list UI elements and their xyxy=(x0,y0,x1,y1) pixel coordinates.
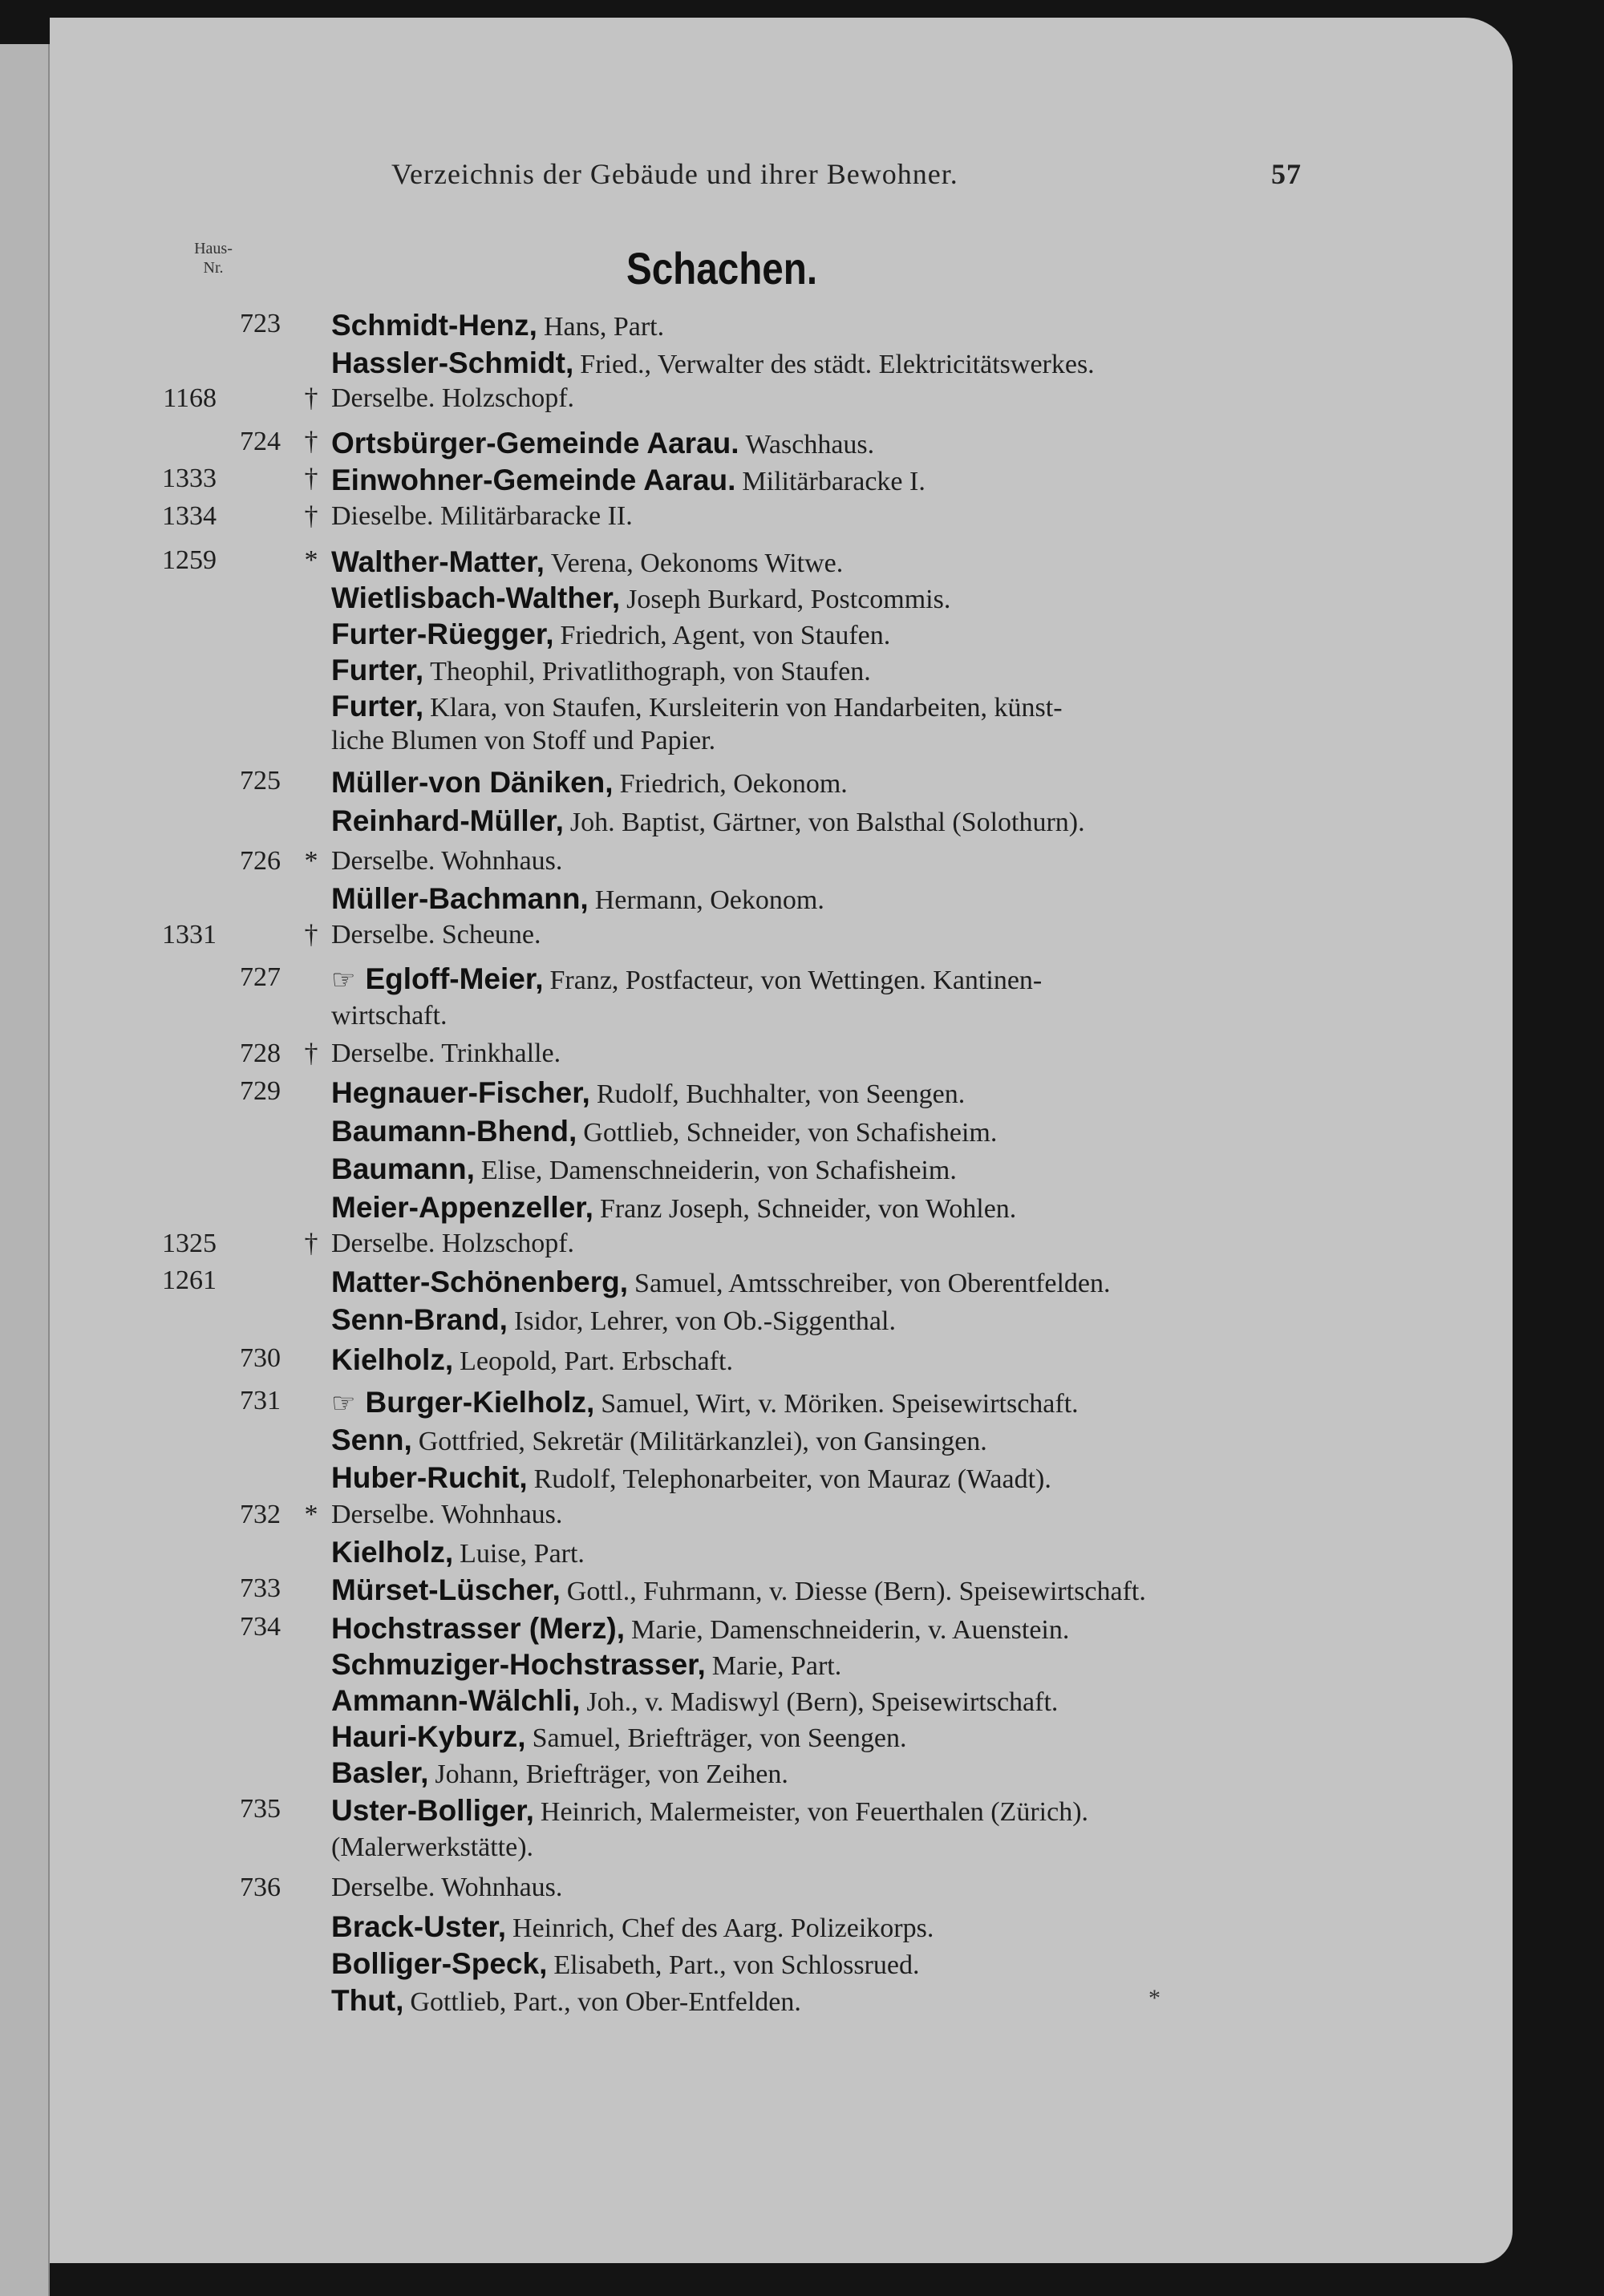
entry-row xyxy=(0,1573,1604,1610)
resident-details: Friedrich, Oekonom. xyxy=(619,769,848,799)
entry-body xyxy=(331,383,574,414)
resident-details: Heinrich, Chef des Aarg. Polizeikorps. xyxy=(512,1913,934,1943)
entry-body xyxy=(331,346,1095,380)
resident-name: Huber-Ruchit, xyxy=(331,1461,528,1494)
house-number: 730 xyxy=(240,1343,281,1373)
resident-name: Ammann-Wälchli, xyxy=(331,1684,581,1717)
entry-row xyxy=(0,1001,1604,1038)
entry-body xyxy=(331,1039,561,1069)
entry-row xyxy=(0,654,1604,690)
resident-details: Derselbe. Wohnhaus. xyxy=(331,1500,563,1529)
entry-body xyxy=(331,1152,957,1186)
house-number: 723 xyxy=(240,309,281,338)
house-number: 725 xyxy=(240,766,281,796)
entry-row xyxy=(0,1720,1604,1757)
entry-row xyxy=(0,1229,1604,1265)
house-number: 727 xyxy=(240,962,281,992)
page-number: 57 xyxy=(1271,158,1302,190)
resident-name: Kielholz, xyxy=(331,1536,454,1569)
entry-body xyxy=(331,1873,562,1903)
resident-details: Gottlieb, Schneider, von Schafisheim. xyxy=(583,1118,998,1148)
resident-name: Ortsbürger-Gemeinde Aarau. xyxy=(331,427,739,460)
resident-name: Baumann-Bhend, xyxy=(331,1115,577,1148)
entry-body xyxy=(331,654,871,687)
house-number: 724 xyxy=(240,427,281,456)
resident-name: Bolliger-Speck, xyxy=(331,1947,548,1980)
entry-body xyxy=(331,846,562,877)
resident-name: Senn-Brand, xyxy=(331,1303,508,1336)
house-number: 1168 xyxy=(163,383,217,413)
entry-body xyxy=(331,581,950,615)
entry-row xyxy=(0,581,1604,618)
resident-details: Rudolf, Buchhalter, von Seengen. xyxy=(596,1079,966,1109)
house-number: 733 xyxy=(240,1573,281,1603)
entry-body xyxy=(331,309,664,342)
column-header-haus-nr: Haus- Nr. xyxy=(194,240,233,277)
house-number: 1325 xyxy=(162,1229,217,1258)
entry-body xyxy=(331,1684,1058,1718)
entry-row xyxy=(0,1794,1604,1831)
resident-name: Hochstrasser (Merz), xyxy=(331,1612,626,1645)
entry-body xyxy=(331,1500,562,1530)
resident-details: Derselbe. Wohnhaus. xyxy=(331,846,563,876)
entry-body xyxy=(331,766,848,800)
entry-row xyxy=(0,427,1604,464)
asterisk-mark: * xyxy=(304,846,318,876)
entry-body xyxy=(331,1612,1069,1646)
entry-row xyxy=(0,383,1604,420)
entry-body xyxy=(331,1984,801,2018)
resident-details: Marie, Part. xyxy=(711,1651,842,1681)
house-number: 1333 xyxy=(162,464,217,493)
resident-details: Derselbe. Wohnhaus. xyxy=(331,1873,563,1902)
entry-body xyxy=(331,1536,585,1569)
resident-name: Egloff-Meier, xyxy=(365,962,544,995)
resident-details: Isidor, Lehrer, von Ob.-Siggenthal. xyxy=(513,1306,896,1336)
resident-details: Johann, Briefträger, von Zeihen. xyxy=(435,1759,788,1789)
resident-name: Meier-Appenzeller, xyxy=(331,1191,593,1224)
entry-body xyxy=(331,1756,788,1790)
entry-row xyxy=(0,545,1604,582)
resident-name: Furter, xyxy=(331,654,424,686)
entry-body xyxy=(331,501,633,532)
entry-body xyxy=(331,1910,934,1944)
entry-body xyxy=(331,1265,1111,1299)
resident-name: Thut, xyxy=(331,1984,404,2017)
entry-row xyxy=(0,1536,1604,1573)
entry-body xyxy=(331,1229,574,1259)
entry-body xyxy=(331,1648,841,1682)
dagger-mark: † xyxy=(304,501,318,531)
resident-name: Senn, xyxy=(331,1423,412,1456)
resident-details: Rudolf, Telephonarbeiter, von Mauraz (Waadt). xyxy=(533,1464,1051,1494)
house-number: 1331 xyxy=(162,920,217,950)
entry-row xyxy=(0,1303,1604,1340)
resident-name: Uster-Bolliger, xyxy=(331,1794,534,1827)
entry-row xyxy=(0,1832,1604,1869)
resident-name: Burger-Kielholz, xyxy=(365,1386,595,1419)
resident-name: Furter, xyxy=(331,690,424,723)
pointing-hand-icon: ☞ xyxy=(331,966,356,995)
running-header xyxy=(0,157,1604,192)
entry-row xyxy=(0,618,1604,654)
resident-details: Samuel, Briefträger, von Seengen. xyxy=(532,1723,907,1753)
resident-name: Müller-Bachmann, xyxy=(331,882,589,915)
resident-name: Baumann, xyxy=(331,1152,475,1185)
resident-name: Schmuziger-Hochstrasser, xyxy=(331,1648,706,1681)
resident-details: Samuel, Wirt, v. Möriken. Speisewirtschaft. xyxy=(601,1389,1079,1419)
entry-row xyxy=(0,501,1604,538)
entry-row xyxy=(0,346,1604,383)
entry-body xyxy=(331,1191,1016,1225)
house-number: 1261 xyxy=(162,1265,217,1295)
entry-row xyxy=(0,1343,1604,1380)
house-number: 729 xyxy=(240,1076,281,1106)
entry-row xyxy=(0,1612,1604,1649)
resident-details: Gottfried, Sekretär (Militärkanzlei), von Gansingen. xyxy=(418,1427,987,1456)
entry-row xyxy=(0,1756,1604,1793)
entry-body xyxy=(331,920,541,950)
resident-details: Marie, Damenschneiderin, v. Auenstein. xyxy=(631,1615,1070,1645)
section-title: Schachen. xyxy=(626,243,818,294)
asterisk-mark: * xyxy=(304,1500,318,1529)
header-title: Verzeichnis der Gebäude und ihrer Bewohner. xyxy=(391,158,958,190)
resident-details: Dieselbe. Militärbaracke II. xyxy=(331,501,633,531)
dagger-mark: † xyxy=(304,920,318,950)
resident-name: Schmidt-Henz, xyxy=(331,309,537,342)
resident-details: Derselbe. Holzschopf. xyxy=(331,383,575,413)
resident-name: Kielholz, xyxy=(331,1343,454,1376)
resident-name: Hassler-Schmidt, xyxy=(331,346,574,379)
entry-body xyxy=(331,1947,919,1981)
entry-continuation: wirtschaft. xyxy=(331,1001,448,1031)
resident-details: Derselbe. Holzschopf. xyxy=(331,1229,575,1258)
resident-details: Samuel, Amtsschreiber, von Oberentfelden. xyxy=(634,1269,1111,1298)
house-number: 735 xyxy=(240,1794,281,1824)
entry-body xyxy=(331,1386,1079,1419)
resident-details: Klara, von Staufen, Kursleiterin von Handarbeiten, künst- xyxy=(430,693,1063,723)
resident-details: Theophil, Privatlithograph, von Staufen. xyxy=(430,657,871,686)
entry-row xyxy=(0,1648,1604,1685)
entry-row xyxy=(0,920,1604,957)
entry-body xyxy=(331,690,1063,723)
house-number: 736 xyxy=(240,1873,281,1902)
resident-name: Wietlisbach-Walther, xyxy=(331,581,621,614)
resident-details: Hans, Part. xyxy=(543,312,665,342)
resident-details: Derselbe. Scheune. xyxy=(331,920,541,950)
house-number: 731 xyxy=(240,1386,281,1415)
entry-row xyxy=(0,1265,1604,1302)
resident-name: Basler, xyxy=(331,1756,429,1789)
resident-details: Franz, Postfacteur, von Wettingen. Kantinen- xyxy=(549,966,1043,995)
resident-details: Verena, Oekonoms Witwe. xyxy=(550,549,844,578)
resident-details: Elise, Damenschneiderin, von Schafisheim. xyxy=(480,1156,957,1185)
entry-row xyxy=(0,1873,1604,1909)
entry-row xyxy=(0,882,1604,919)
resident-name: Furter-Rüegger, xyxy=(331,618,554,650)
entry-body xyxy=(331,962,1042,996)
entry-row xyxy=(0,1039,1604,1075)
entry-row xyxy=(0,846,1604,883)
resident-details: Friedrich, Agent, von Staufen. xyxy=(560,621,891,650)
entry-row xyxy=(0,804,1604,841)
entry-row xyxy=(0,962,1604,999)
house-number: 734 xyxy=(240,1612,281,1642)
asterisk-mark: * xyxy=(304,545,318,575)
resident-details: Leopold, Part. Erbschaft. xyxy=(460,1346,733,1376)
resident-details: Militärbaracke I. xyxy=(742,467,926,496)
entry-body xyxy=(331,1794,1088,1828)
entry-body xyxy=(331,464,926,497)
dagger-mark: † xyxy=(304,1039,318,1068)
entry-row xyxy=(0,690,1604,727)
entry-body xyxy=(331,545,843,579)
entry-body xyxy=(331,1303,896,1337)
entry-body xyxy=(331,1573,1146,1607)
resident-name: Hegnauer-Fischer, xyxy=(331,1076,590,1109)
house-number: 732 xyxy=(240,1500,281,1529)
resident-details: Joseph Burkard, Postcommis. xyxy=(626,585,951,614)
entry-row xyxy=(0,1684,1604,1721)
house-number: 1259 xyxy=(162,545,217,575)
pointing-hand-icon: ☞ xyxy=(331,1389,356,1419)
resident-details: Waschhaus. xyxy=(745,430,875,460)
entry-row xyxy=(0,1191,1604,1228)
resident-details: Luise, Part. xyxy=(460,1539,585,1569)
resident-details: Gottl., Fuhrmann, v. Diesse (Bern). Speisewirtschaft. xyxy=(566,1577,1146,1606)
entry-row xyxy=(0,1115,1604,1152)
entry-body xyxy=(331,1343,733,1377)
dagger-mark: † xyxy=(304,1229,318,1258)
resident-details: Fried., Verwalter des städt. Elektricitätswerkes. xyxy=(580,350,1095,379)
resident-name: Matter-Schönenberg, xyxy=(331,1265,629,1298)
entry-body xyxy=(331,882,824,916)
entry-row xyxy=(0,1984,1604,2021)
resident-name: Walther-Matter, xyxy=(331,545,545,578)
dagger-mark: † xyxy=(304,464,318,493)
entry-body xyxy=(331,1115,997,1148)
entry-body xyxy=(331,1720,907,1754)
resident-details: Heinrich, Malermeister, von Feuerthalen (Zürich). xyxy=(540,1797,1089,1827)
house-number: 726 xyxy=(240,846,281,876)
entry-row xyxy=(0,726,1604,763)
entry-row xyxy=(0,464,1604,500)
resident-details: Elisabeth, Part., von Schlossrued. xyxy=(553,1950,920,1980)
resident-name: Hauri-Kyburz, xyxy=(331,1720,526,1753)
resident-name: Einwohner-Gemeinde Aarau. xyxy=(331,464,736,496)
dagger-mark: † xyxy=(304,383,318,413)
resident-details: Joh. Baptist, Gärtner, von Balsthal (Solothurn). xyxy=(569,808,1085,837)
entry-body xyxy=(331,427,874,460)
resident-details: Gottlieb, Part., von Ober-Entfelden. xyxy=(410,1987,801,2017)
entry-row xyxy=(0,1423,1604,1460)
entry-body xyxy=(331,804,1085,838)
resident-details: Franz Joseph, Schneider, von Wohlen. xyxy=(599,1194,1017,1224)
entry-body xyxy=(331,618,890,651)
house-number: 1334 xyxy=(162,501,217,531)
entry-row xyxy=(0,1461,1604,1498)
entry-row xyxy=(0,1386,1604,1423)
dagger-mark: † xyxy=(304,427,318,456)
entry-row xyxy=(0,1500,1604,1537)
resident-details: Hermann, Oekonom. xyxy=(594,885,824,915)
entry-body xyxy=(331,1423,987,1457)
resident-name: Mürset-Lüscher, xyxy=(331,1573,561,1606)
footer-mark: * xyxy=(1148,1985,1160,2011)
house-number: 728 xyxy=(240,1039,281,1068)
entry-row xyxy=(0,309,1604,346)
entry-row xyxy=(0,1152,1604,1189)
resident-details: Joh., v. Madiswyl (Bern), Speisewirtschaft. xyxy=(586,1687,1059,1717)
entry-continuation: (Malerwerkstätte). xyxy=(331,1832,534,1862)
entry-row xyxy=(0,766,1604,803)
entry-row xyxy=(0,1910,1604,1947)
entry-body xyxy=(331,1076,965,1110)
resident-details: Derselbe. Trinkhalle. xyxy=(331,1039,561,1068)
entry-body xyxy=(331,1461,1051,1495)
resident-name: Brack-Uster, xyxy=(331,1910,507,1943)
entry-continuation: liche Blumen von Stoff und Papier. xyxy=(331,726,716,755)
resident-name: Müller-von Däniken, xyxy=(331,766,614,799)
entry-row xyxy=(0,1947,1604,1984)
entry-row xyxy=(0,1076,1604,1113)
resident-name: Reinhard-Müller, xyxy=(331,804,564,837)
